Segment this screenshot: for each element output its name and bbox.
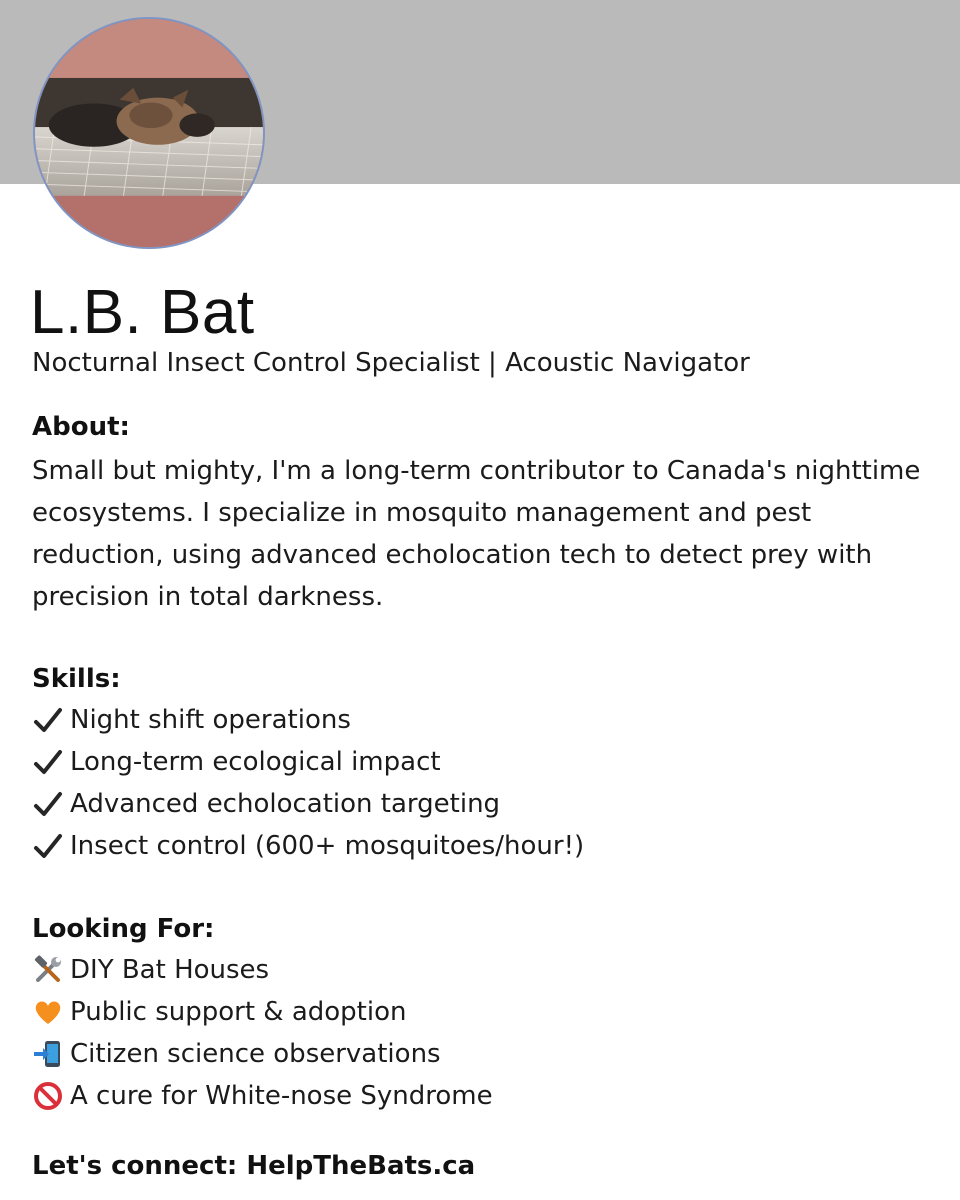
checkmark-icon: [32, 830, 64, 862]
looking-for-label: Citizen science observations: [70, 1039, 441, 1069]
list-item: [32, 741, 584, 783]
mobile-arrow-icon: [32, 1038, 64, 1070]
looking-for-label: Public support & adoption: [70, 997, 407, 1027]
list-item: [32, 991, 493, 1033]
prohibited-icon: [32, 1080, 64, 1112]
skills-list: [32, 699, 584, 867]
connect-link[interactable]: Let's connect: HelpTheBats.ca: [32, 1151, 476, 1181]
about-text: Small but mighty, I'm a long-term contributor to Canada's nighttime ecosystems. I specialize in mosquito management and pest reduction, using advanced echolocation tech to detect prey with precision in total darkness.: [32, 456, 921, 612]
list-item: [32, 699, 584, 741]
about-heading: About:: [32, 412, 130, 442]
profile-name: L.B. Bat: [30, 278, 255, 347]
list-item: [32, 1033, 493, 1075]
profile-avatar[interactable]: [33, 17, 265, 249]
checkmark-icon: [32, 704, 64, 736]
bat-photo-image: [35, 19, 263, 247]
looking-for-heading: Looking For:: [32, 914, 215, 944]
list-item: [32, 783, 584, 825]
skill-label: Insect control (600+ mosquitoes/hour!): [70, 831, 585, 861]
looking-for-label: A cure for White-nose Syndrome: [70, 1081, 493, 1111]
list-item: [32, 825, 584, 867]
looking-for-list: [32, 949, 493, 1117]
orange-heart-icon: [32, 996, 64, 1028]
skills-heading: Skills:: [32, 664, 121, 694]
list-item: [32, 949, 493, 991]
hammer-wrench-icon: [32, 954, 64, 986]
skill-label: Long-term ecological impact: [70, 747, 441, 777]
looking-for-label: DIY Bat Houses: [70, 955, 270, 985]
skill-label: Night shift operations: [70, 705, 351, 735]
checkmark-icon: [32, 746, 64, 778]
skill-label: Advanced echolocation targeting: [70, 789, 501, 819]
profile-headline: Nocturnal Insect Control Specialist | Acoustic Navigator: [32, 348, 750, 378]
list-item: [32, 1075, 493, 1117]
checkmark-icon: [32, 788, 64, 820]
